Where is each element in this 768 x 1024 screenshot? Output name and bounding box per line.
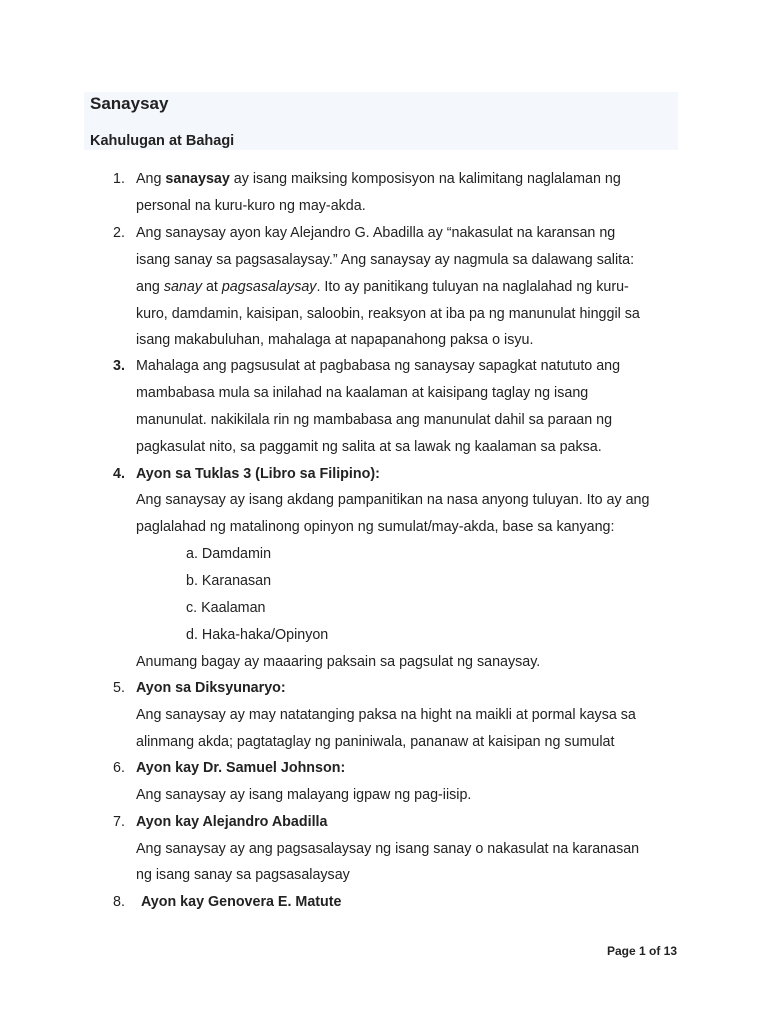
item-2-line-2: isang sanay sa pagsasalaysay.” Ang sanaysay ay nagmula sa dalawang salita: — [136, 252, 635, 268]
item-number: 2. — [113, 225, 125, 241]
item-4-line-2: paglalahad ng matalinong opinyon ng sumulat/may-akda, base sa kanyang: — [136, 519, 615, 535]
italic-term: pagsasalaysay — [221, 279, 317, 295]
page-number: Page 1 of 13 — [607, 944, 678, 958]
item-number: 7. — [113, 814, 125, 830]
item-2-line-1: Ang sanaysay ayon kay Alejandro G. Abadilla ay “nakasulat na karansan ng — [136, 225, 616, 241]
item-4-line-3: Anumang bagay ay maaaring paksain sa pagsulat ng sanaysay. — [136, 654, 541, 670]
page-title: Sanaysay — [90, 94, 169, 113]
item-3-line-2: mambabasa mula sa inilahad na kaalaman at kaisipang taglay ng isang — [136, 385, 589, 401]
item-2-line-5: isang makabuluhan, mahalaga at napapanahong paksa o isyu. — [136, 332, 534, 348]
item-3-line-4: pagkasulat nito, sa paggamit ng salita at sa lawak ng kaalaman sa paksa. — [136, 439, 602, 455]
item-5-line-1: Ang sanaysay ay may natatanging paksa na hight na maikli at pormal kaysa sa — [136, 707, 636, 723]
item-5-line-2: alinmang akda; pagtataglay ng paniniwala, pananaw at kaisipan ng sumulat — [136, 734, 615, 750]
item-2-line-4: kuro, damdamin, kaisipan, saloobin, reaksyon at iba pa ng manunulat hinggil sa — [136, 306, 640, 322]
item-number: 5. — [113, 680, 125, 696]
item-3-line-1: Mahalaga ang pagsusulat at pagbabasa ng sanaysay sapagkat natututo ang — [136, 358, 621, 374]
item-1-line-2: personal na kuru-kuro ng may-akda. — [136, 198, 366, 214]
sub-item: c. Kaalaman — [186, 600, 266, 616]
item-6-line-1: Ang sanaysay ay isang malayang igpaw ng pag-iisip. — [136, 787, 472, 803]
text-run: at — [201, 279, 222, 295]
item-3-line-3: manunulat. nakikilala rin ng mambabasa ang manunulat dahil sa paraan ng — [136, 412, 613, 428]
text-run: Ang — [136, 171, 166, 187]
bold-term: sanaysay — [165, 171, 230, 187]
item-number: 8. — [113, 894, 125, 910]
item-7-line-2: ng isang sanay sa pagsasalaysay — [136, 867, 350, 883]
item-number: 6. — [113, 760, 125, 776]
section-subtitle: Kahulugan at Bahagi — [90, 133, 235, 149]
item-5-heading: Ayon sa Diksyunaryo: — [136, 680, 286, 696]
item-4-heading: Ayon sa Tuklas 3 (Libro sa Filipino): — [136, 466, 380, 482]
item-8-heading: Ayon kay Genovera E. Matute — [141, 894, 342, 910]
italic-term: sanay — [163, 279, 202, 295]
item-1-line-1 — [136, 170, 621, 188]
text-run: ang — [136, 279, 164, 295]
sub-item: a. Damdamin — [186, 546, 272, 562]
text-run: . Ito ay panitikang tuluyan na naglalahad ng kuru- — [316, 279, 629, 295]
sub-item: b. Karanasan — [186, 573, 272, 589]
sub-item: d. Haka-haka/Opinyon — [186, 627, 329, 643]
item-4-line-1: Ang sanaysay ay isang akdang pampanitikan na nasa anyong tuluyan. Ito ay ang — [136, 492, 650, 508]
item-number: 1. — [113, 171, 125, 187]
item-number: 4. — [113, 466, 125, 482]
item-number: 3. — [113, 358, 125, 374]
item-7-heading: Ayon kay Alejandro Abadilla — [136, 814, 328, 830]
text-run: ay isang maiksing komposisyon na kalimitang naglalaman ng — [229, 171, 621, 187]
item-2-line-3 — [136, 278, 629, 296]
item-7-line-1: Ang sanaysay ay ang pagsasalaysay ng isang sanay o nakasulat na karanasan — [136, 841, 640, 857]
item-6-heading: Ayon kay Dr. Samuel Johnson: — [136, 760, 346, 776]
